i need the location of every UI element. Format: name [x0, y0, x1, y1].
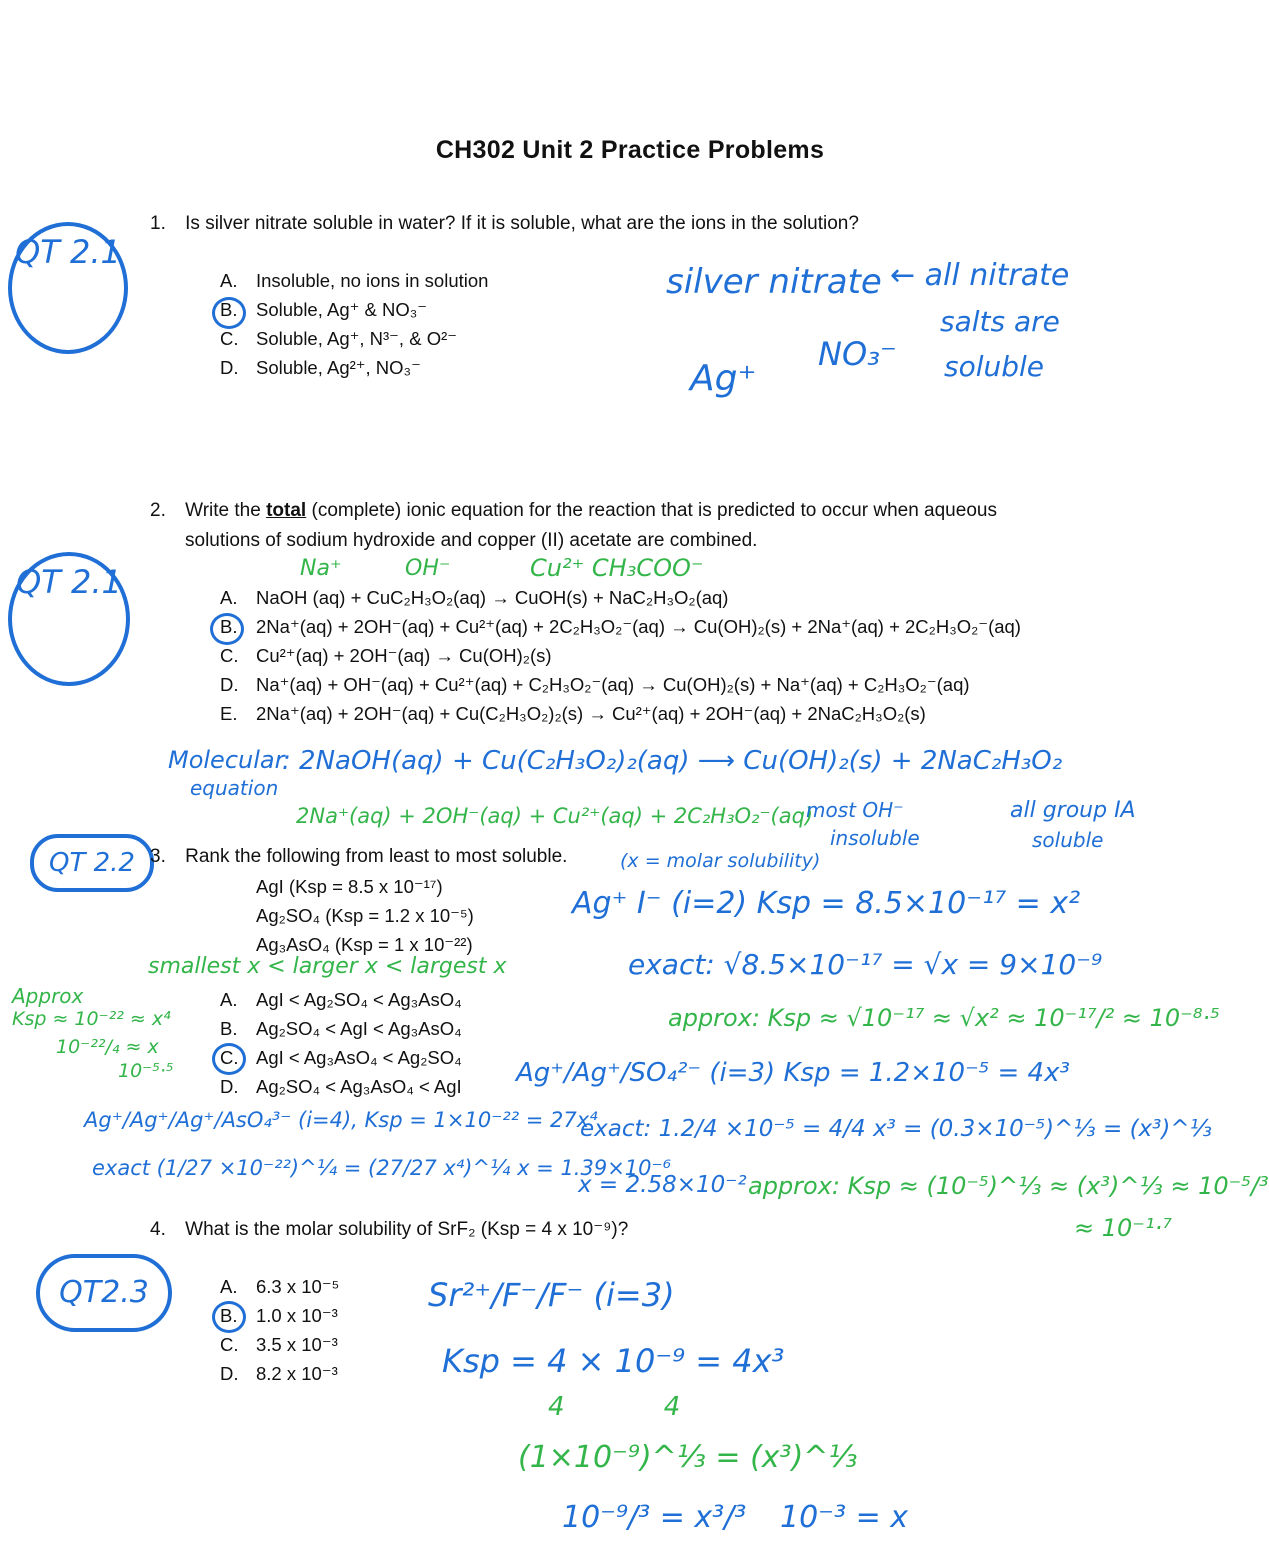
option-a[interactable]: A. AgI < Ag₂SO₄ < Ag₃AsO₄ [220, 989, 462, 1010]
answer-circle [212, 297, 246, 329]
option-a[interactable]: A. Insoluble, no ions in solution [220, 270, 489, 291]
option-a[interactable]: A. 6.3 x 10⁻⁵ [220, 1276, 340, 1297]
note-approx-value: 10⁻⁵·⁵ [118, 1060, 174, 1082]
option-b[interactable]: B. Soluble, Ag⁺ & NO₃⁻ [220, 299, 428, 320]
option-b[interactable]: B. Ag₂SO₄ < AgI < Ag₃AsO₄ [220, 1018, 462, 1039]
compound-ag3aso4: Ag₃AsO₄ (Ksp = 1 x 10⁻²²) [256, 934, 473, 955]
note-ag2so4-approx: approx: Ksp ≈ (10⁻⁵)^⅓ ≈ (x³)^⅓ ≈ 10⁻⁵/³ [748, 1172, 1269, 1200]
note-approx: Approx [12, 984, 84, 1008]
note-cu-acetate: Cu²⁺ CH₃COO⁻ [530, 554, 704, 582]
answer-circle [212, 1301, 246, 1333]
option-c[interactable]: C. AgI < Ag₃AsO₄ < Ag₂SO₄ [220, 1047, 462, 1068]
option-c[interactable]: C. Soluble, Ag⁺, N³⁻, & O²⁻ [220, 328, 458, 349]
option-e[interactable]: E. 2Na⁺(aq) + 2OH⁻(aq) + Cu(C₂H₃O₂)₂(s) → Cu²⁺(aq) + 2OH⁻(aq) + 2NaC₂H₃O₂(s) [220, 703, 926, 724]
note-agi-exact: exact: √8.5×10⁻¹⁷ = √x = 9×10⁻⁹ [628, 948, 1103, 981]
option-b[interactable]: B. 2Na⁺(aq) + 2OH⁻(aq) + Cu²⁺(aq) + 2C₂H₃O₂⁻(aq) → Cu(OH)₂(s) + 2Na⁺(aq) + 2C₂H₃O₂⁻(aq) [220, 616, 1021, 637]
question-number: 2. [150, 500, 166, 521]
note-ag2so4-x: x = 2.58×10⁻² [578, 1172, 747, 1198]
note-most-oh: most OH⁻ [806, 798, 904, 822]
qt-tag-q4: QT2.3 [36, 1254, 172, 1332]
note-ag2so4-exact: exact: 1.2/4 ×10⁻⁵ = 4/4 x³ = (0.3×10⁻⁵)^⅓ = (x³)^⅓ [580, 1116, 1212, 1142]
note-molecular-equation: : 2NaOH(aq) + Cu(C₂H₃O₂)₂(aq) ⟶ Cu(OH)₂(s) + 2NaC₂H₃O₂ [282, 746, 1063, 776]
note-ionic: 2Na⁺(aq) + 2OH⁻(aq) + Cu²⁺(aq) + 2C₂H₃O₂⁻(aq) [296, 804, 814, 828]
option-d[interactable]: D. Soluble, Ag²⁺, NO₃⁻ [220, 357, 421, 378]
note-insoluble: insoluble [830, 826, 920, 850]
question-number: 1. [150, 213, 166, 234]
note-srf2-divide: 4 4 [548, 1392, 681, 1422]
note-no3: NO₃⁻ [818, 335, 897, 373]
q2-options [220, 583, 1021, 728]
note-oh: OH⁻ [405, 556, 451, 581]
note-ag3aso4: Ag⁺/Ag⁺/Ag⁺/AsO₄³⁻ (i=4), Ksp = 1×10⁻²² = 27x⁴ [84, 1108, 598, 1132]
compound-ag2so4: Ag₂SO₄ (Ksp = 1.2 x 10⁻⁵) [256, 905, 474, 926]
note-smallest: smallest x < larger x < largest x [148, 954, 507, 979]
note-srf2-final: 10⁻⁹/³ = x³/³ [562, 1500, 747, 1535]
note-group-soluble: soluble [1032, 828, 1104, 852]
option-b[interactable]: B. 1.0 x 10⁻³ [220, 1305, 338, 1326]
question-number: 3. [150, 846, 166, 867]
option-a[interactable]: A. NaOH (aq) + CuC₂H₃O₂(aq) → CuOH(s) + NaC₂H₃O₂(aq) [220, 587, 729, 608]
note-ag2so4-approx2: ≈ 10⁻¹·⁷ [1074, 1214, 1172, 1242]
qt-tag-q3: QT 2.2 [30, 834, 154, 892]
qt-tag-q2: QT 2.1 [8, 552, 130, 686]
question-number: 4. [150, 1219, 166, 1240]
q3-options [220, 985, 462, 1101]
qt-tag-q1: QT 2.1 [8, 222, 128, 354]
note-agi-approx: approx: Ksp ≈ √10⁻¹⁷ ≈ √x² ≈ 10⁻¹⁷/² ≈ 10⁻⁸·⁵ [668, 1004, 1220, 1032]
question-4: 4. What is the molar solubility of SrF₂ (Ksp = 4 x 10⁻⁹)? [150, 1219, 629, 1240]
option-d[interactable]: D. 8.2 x 10⁻³ [220, 1363, 338, 1384]
compound-agi: AgI (Ksp = 8.5 x 10⁻¹⁷) [256, 876, 443, 897]
note-srf2-ions: Sr²⁺/F⁻/F⁻ (i=3) [428, 1276, 675, 1314]
question-3: 3. Rank the following from least to most soluble. [150, 846, 568, 867]
note-srf2-answer: 10⁻³ = x [780, 1500, 908, 1535]
option-d[interactable]: D. Ag₂SO₄ < Ag₃AsO₄ < AgI [220, 1076, 462, 1097]
note-na: Na⁺ [300, 556, 342, 581]
note-soluble: soluble [944, 350, 1045, 383]
note-ag2so4: Ag⁺/Ag⁺/SO₄²⁻ (i=3) Ksp = 1.2×10⁻⁵ = 4x³ [516, 1058, 1070, 1088]
note-approx-ksp: Ksp ≈ 10⁻²² ≈ x⁴ [12, 1008, 171, 1030]
page-title: CH302 Unit 2 Practice Problems [435, 136, 825, 164]
note-ag: Ag⁺ [690, 358, 757, 399]
answer-circle [210, 613, 244, 645]
note-agi: Ag⁺ I⁻ (i=2) Ksp = 8.5×10⁻¹⁷ = x² [572, 886, 1081, 921]
answer-circle [212, 1043, 246, 1075]
note-ag3aso4-exact: exact (1/27 ×10⁻²²)^¼ = (27/27 x⁴)^¼ x = 1.39×10⁻⁶ [92, 1156, 672, 1180]
note-approx-step: 10⁻²²/₄ ≈ x [56, 1036, 159, 1058]
option-d[interactable]: D. Na⁺(aq) + OH⁻(aq) + Cu²⁺(aq) + C₂H₃O₂⁻(aq) → Cu(OH)₂(s) + Na⁺(aq) + C₂H₃O₂⁻(aq) [220, 674, 970, 695]
question-2: 2. Write the total (complete) ionic equation for the reaction that is predicted to occur when aqueous solutions of sodium hydroxide and copper (II) acetate are combined. [150, 500, 997, 551]
note-srf2-ksp: Ksp = 4 × 10⁻⁹ = 4x³ [442, 1342, 785, 1380]
note-all-nitrate: ← all nitrate [890, 258, 1070, 293]
q1-options [220, 266, 488, 382]
q3-compounds [256, 872, 474, 959]
option-c[interactable]: C. 3.5 x 10⁻³ [220, 1334, 338, 1355]
note-x-definition: (x = molar solubility) [620, 850, 821, 872]
note-silver-nitrate: silver nitrate [666, 262, 882, 302]
question-1 [150, 209, 859, 239]
note-molecular: Molecular [168, 746, 285, 774]
question-text: Is silver nitrate soluble in water? If it is soluble, what are the ions in the solution? [185, 213, 859, 234]
note-equation: equation [190, 776, 279, 800]
note-all-group: all group IA [1010, 798, 1136, 823]
note-salts-are: salts are [940, 305, 1060, 338]
note-srf2-step: (1×10⁻⁹)^⅓ = (x³)^⅓ [518, 1440, 858, 1475]
option-c[interactable]: C. Cu²⁺(aq) + 2OH⁻(aq) → Cu(OH)₂(s) [220, 645, 552, 666]
